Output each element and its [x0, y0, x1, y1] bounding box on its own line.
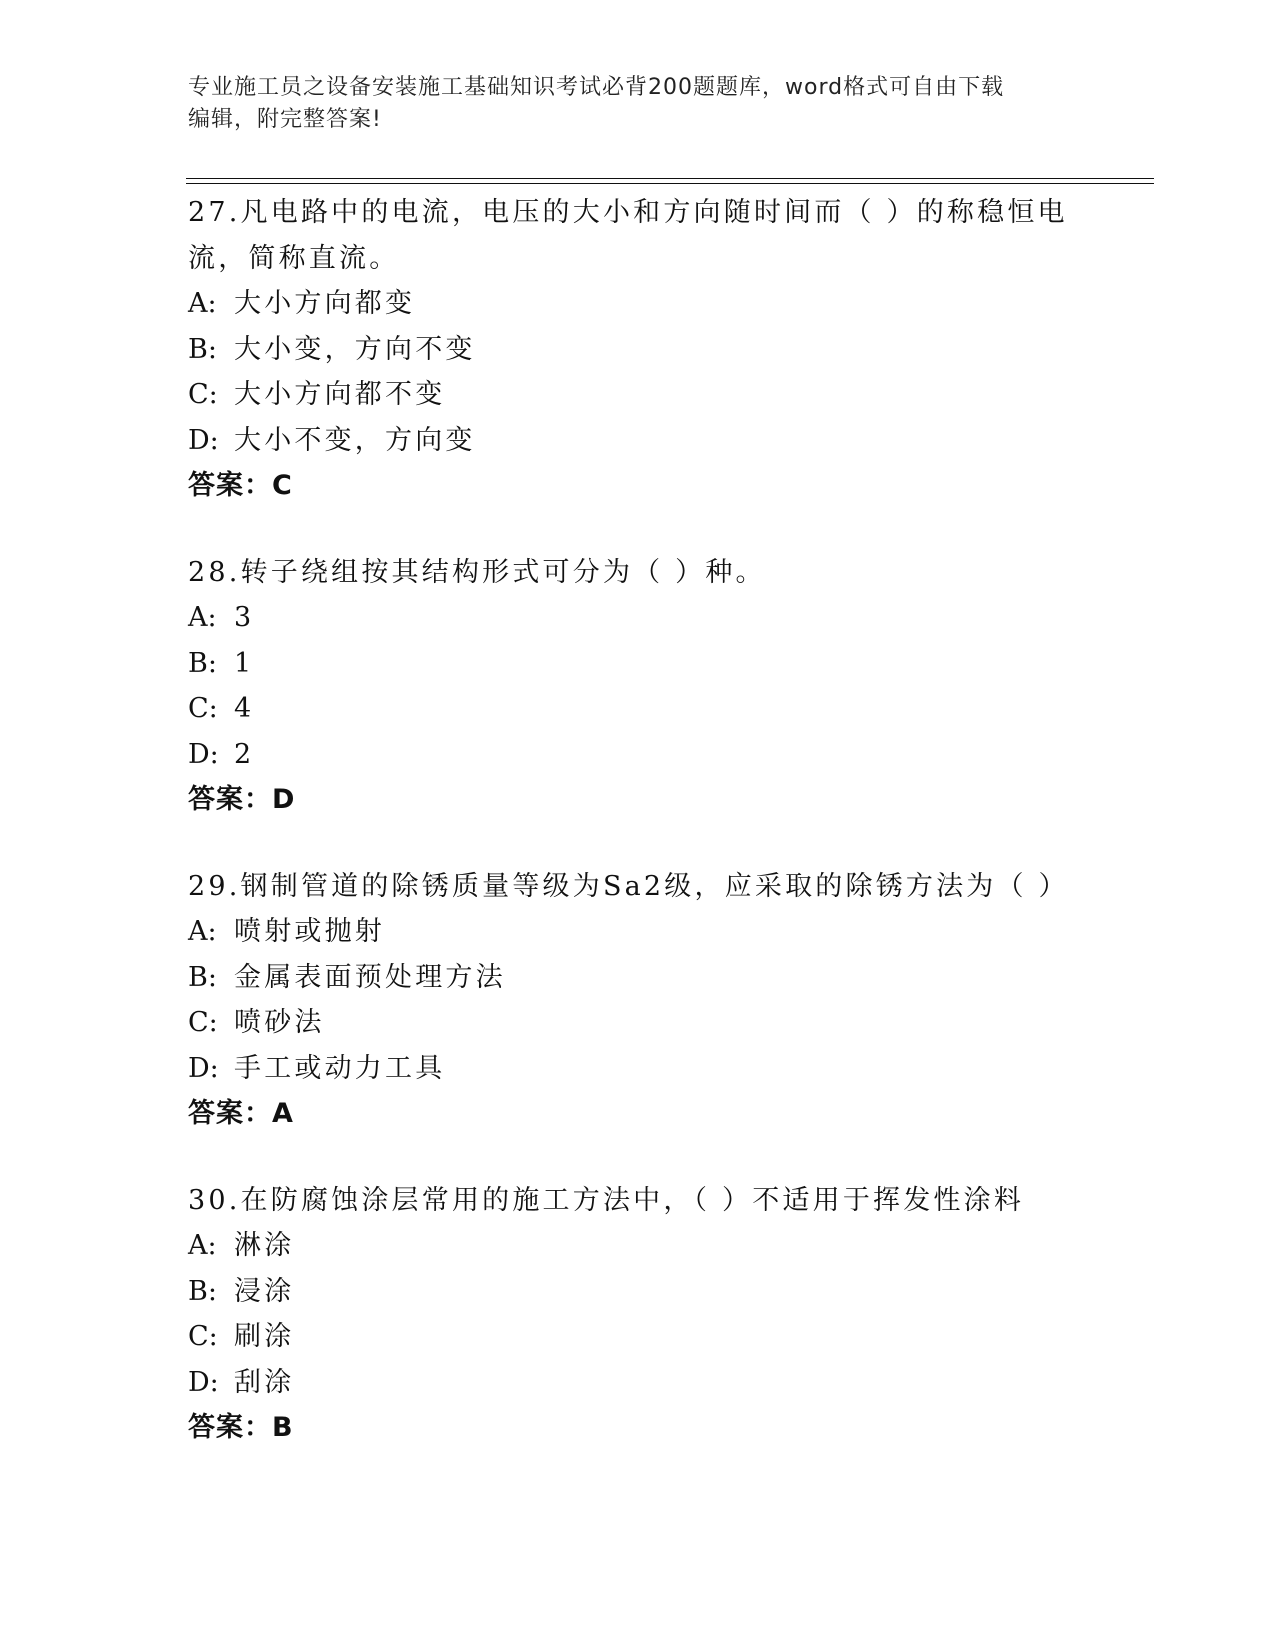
option-b	[188, 327, 1088, 373]
option-text: 喷射或抛射	[234, 916, 385, 947]
option-text: 大小变，方向不变	[234, 333, 476, 365]
option-letter: B:	[188, 333, 217, 365]
header-divider-top	[186, 178, 1154, 179]
option-letter: B:	[188, 1275, 217, 1307]
option-letter: D:	[188, 738, 219, 770]
option-letter: A:	[188, 1230, 217, 1261]
option-text: 大小不变，方向变	[234, 424, 476, 456]
option-c	[188, 372, 1088, 418]
option-text: 喷砂法	[234, 1007, 325, 1038]
option-text: 刮涂	[234, 1366, 295, 1398]
option-text: 4	[234, 693, 255, 724]
option-letter: C:	[188, 1007, 218, 1038]
option-d	[188, 1046, 1088, 1092]
option-d	[188, 418, 1088, 464]
header-title-line-1: 专业施工员之设备安装施工基础知识考试必背200题题库，word格式可自由下载	[188, 75, 1005, 100]
question-27	[188, 190, 1088, 509]
header-title-line-2: 编辑，附完整答案!	[188, 107, 382, 132]
option-letter: A:	[188, 602, 217, 633]
question-text: 29.钢制管道的除锈质量等级为Sa2级，应采取的除锈方法为（ ）	[188, 870, 1069, 902]
option-text: 刷涂	[234, 1321, 295, 1352]
option-c	[188, 1000, 1088, 1046]
option-letter: D:	[188, 1366, 219, 1398]
option-letter: D:	[188, 424, 219, 456]
option-letter: C:	[188, 379, 218, 410]
answer-line: 答案：D	[188, 784, 296, 815]
option-b	[188, 955, 1088, 1001]
option-c	[188, 686, 1088, 732]
option-text: 3	[234, 602, 255, 633]
option-letter: A:	[188, 288, 217, 319]
option-letter: D:	[188, 1052, 219, 1084]
question-list	[188, 190, 1088, 1492]
answer-line: 答案：C	[188, 470, 293, 501]
option-text: 淋涂	[234, 1230, 295, 1261]
option-letter: C:	[188, 693, 218, 724]
option-letter: C:	[188, 1321, 218, 1352]
option-d	[188, 732, 1088, 778]
option-a	[188, 595, 1088, 641]
option-a	[188, 909, 1088, 955]
option-letter: B:	[188, 961, 217, 993]
answer-line: 答案：B	[188, 1412, 294, 1443]
option-letter: B:	[188, 647, 217, 679]
question-text: 27.凡电路中的电流，电压的大小和方向随时间而（ ）的称稳恒电流，简称直流。	[188, 197, 1068, 274]
document-header	[188, 72, 1068, 136]
header-divider-bottom	[186, 183, 1154, 184]
option-text: 金属表面预处理方法	[234, 961, 506, 993]
option-b	[188, 1269, 1088, 1315]
question-text: 30.在防腐蚀涂层常用的施工方法中，（ ）不适用于挥发性涂料	[188, 1184, 1025, 1216]
option-text: 手工或动力工具	[234, 1052, 446, 1084]
option-letter: A:	[188, 916, 217, 947]
option-text: 大小方向都不变	[234, 379, 446, 410]
question-30	[188, 1178, 1088, 1451]
option-c	[188, 1314, 1088, 1360]
option-text: 1	[234, 647, 255, 679]
option-a	[188, 281, 1088, 327]
option-d	[188, 1360, 1088, 1406]
question-29	[188, 864, 1088, 1137]
option-text: 2	[234, 738, 255, 770]
option-a	[188, 1223, 1088, 1269]
answer-line: 答案：A	[188, 1098, 294, 1129]
option-b	[188, 641, 1088, 687]
option-text: 大小方向都变	[234, 288, 416, 319]
question-28	[188, 550, 1088, 823]
option-text: 浸涂	[234, 1275, 295, 1307]
question-text: 28.转子绕组按其结构形式可分为（ ）种。	[188, 556, 766, 588]
